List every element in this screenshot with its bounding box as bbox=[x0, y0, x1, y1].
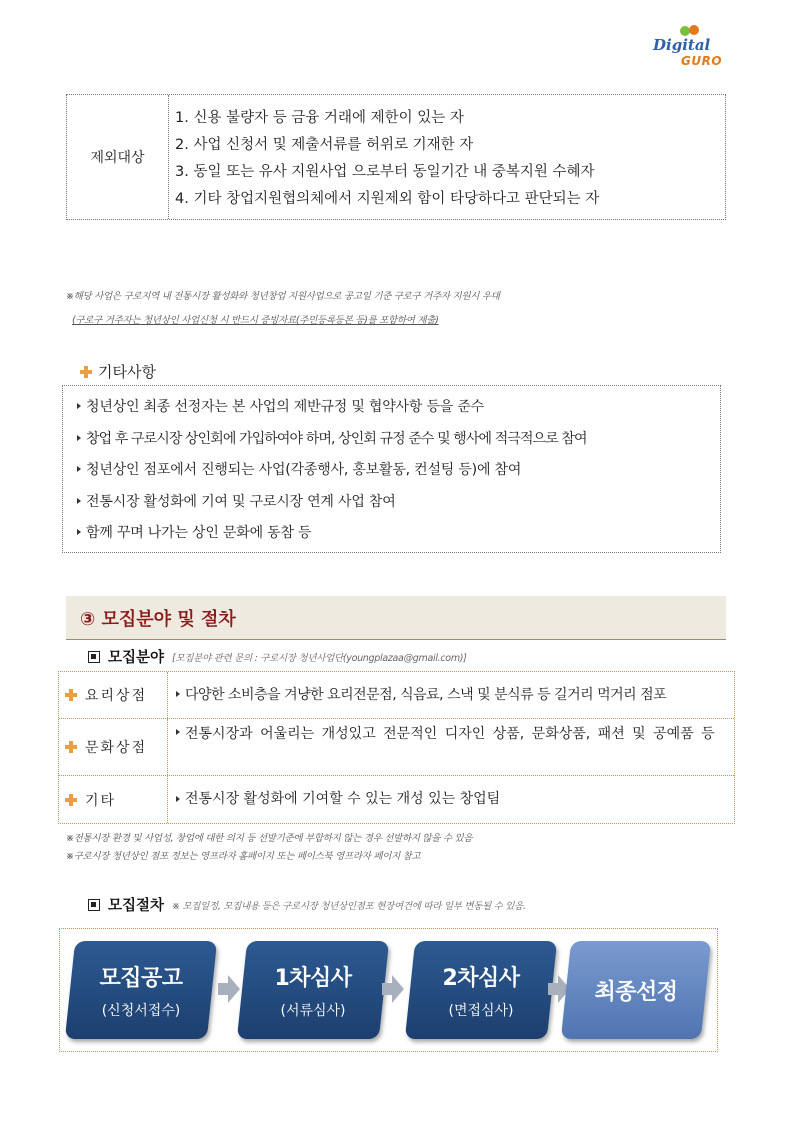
triangle-bullet-icon bbox=[77, 403, 81, 409]
process-step bbox=[405, 941, 557, 1039]
field-name-cell: 요리상점 bbox=[59, 672, 168, 718]
fields-table bbox=[58, 671, 735, 824]
etc-section-title bbox=[80, 361, 156, 382]
triangle-bullet-icon bbox=[77, 529, 81, 535]
exclusion-header: 제외대상 bbox=[67, 95, 169, 219]
process-label: 모집절차 bbox=[108, 898, 165, 914]
fields-subtitle bbox=[88, 646, 467, 667]
table-row bbox=[59, 672, 734, 719]
section-3-title: ③ 모집분야 및 절차 bbox=[80, 608, 236, 630]
square-bullet-icon bbox=[88, 899, 100, 911]
cross-bullet-icon bbox=[65, 741, 77, 753]
etc-item: 청년상인 최종 선정자는 본 사업의 제반규정 및 협약사항 등을 준수 bbox=[77, 392, 720, 424]
etc-item: 창업 후 구로시장 상인회에 가입하여야 하며, 상인회 규정 준수 및 행사에 적극적으로 참여 bbox=[77, 424, 720, 456]
selection-note: ※전통시장 환경 및 사업성, 창업에 대한 의지 등 선발기준에 부합하지 않는 경우 선발하지 않을 수 있음 bbox=[66, 833, 473, 844]
field-desc-cell: 전통시장과 어울리는 개성있고 전문적인 디자인 상품, 문화상품, 패션 및 공예품 등 bbox=[168, 719, 734, 775]
square-bullet-icon bbox=[88, 651, 100, 663]
section-3-heading bbox=[66, 596, 726, 640]
table-row bbox=[59, 776, 734, 823]
exclusion-list bbox=[169, 95, 725, 219]
triangle-bullet-icon bbox=[176, 729, 180, 735]
field-name-cell: 문화상점 bbox=[59, 719, 168, 775]
arrow-right-icon bbox=[218, 975, 240, 1003]
exclusion-item: 4. 기타 창업지원협의체에서 지원제외 함이 타당하다고 판단되는 자 bbox=[175, 191, 600, 207]
arrow-right-icon bbox=[382, 975, 404, 1003]
etc-item: 전통시장 활성화에 기여 및 구로시장 연계 사업 참여 bbox=[77, 487, 720, 519]
triangle-bullet-icon bbox=[77, 466, 81, 472]
step-title: 모집공고 bbox=[99, 965, 183, 991]
digital-guro-logo bbox=[651, 24, 731, 74]
fields-hint: [모집분야 관련 문의 : 구로시장 청년사업단(youngplazaa@gmail.com)] bbox=[172, 652, 467, 664]
etc-title-text: 기타사항 bbox=[98, 363, 156, 381]
etc-box bbox=[62, 385, 721, 553]
step-subtitle: (면접심사) bbox=[448, 1002, 514, 1019]
triangle-bullet-icon bbox=[176, 691, 180, 697]
cross-bullet-icon bbox=[65, 689, 77, 701]
process-subtitle bbox=[88, 894, 526, 915]
triangle-bullet-icon bbox=[176, 796, 180, 802]
step-subtitle: (신청서접수) bbox=[101, 1002, 181, 1019]
exclusion-table bbox=[66, 94, 726, 220]
process-flow bbox=[59, 928, 718, 1052]
triangle-bullet-icon bbox=[77, 498, 81, 504]
field-desc-cell: 전통시장 활성화에 기여할 수 있는 개성 있는 창업팀 bbox=[168, 776, 734, 823]
field-name-cell: 기타 bbox=[59, 776, 168, 823]
etc-item: 함께 꾸며 나가는 상인 문화에 동참 등 bbox=[77, 518, 720, 550]
field-desc-cell: 다양한 소비층을 겨냥한 요리전문점, 식음료, 스낵 및 분식류 등 길거리 먹거리 점포 bbox=[168, 672, 734, 718]
cross-bullet-icon bbox=[65, 794, 77, 806]
exclusion-item: 1. 신용 불량자 등 금융 거래에 제한이 있는 자 bbox=[175, 110, 464, 126]
process-step bbox=[65, 941, 217, 1039]
fields-label: 모집분야 bbox=[108, 650, 165, 666]
process-step-final bbox=[561, 941, 711, 1039]
residency-note: ※해당 사업은 구로지역 내 전통시장 활성화와 청년창업 지원사업으로 공고일 기준 구로구 거주자 지원시 우대 bbox=[66, 291, 500, 302]
exclusion-item: 3. 동일 또는 유사 지원사업 으로부터 동일기간 내 중복지원 수혜자 bbox=[175, 164, 595, 180]
process-step bbox=[237, 941, 389, 1039]
info-note: ※구로시장 청년상인 점포 정보는 영프라자 홈페이지 또는 페이스북 영프라자 페이지 참고 bbox=[66, 851, 421, 862]
triangle-bullet-icon bbox=[77, 435, 81, 441]
logo-word-digital: Digital bbox=[653, 36, 711, 54]
step-title: 최종선정 bbox=[594, 979, 678, 1005]
logo-word-guro: GURO bbox=[681, 54, 723, 68]
etc-item: 청년상인 점포에서 진행되는 사업(각종행사, 홍보활동, 컨설팅 등)에 참여 bbox=[77, 455, 720, 487]
exclusion-item: 2. 사업 신청서 및 제출서류를 허위로 기재한 자 bbox=[175, 137, 474, 153]
step-title: 2차심사 bbox=[442, 965, 520, 991]
step-title: 1차심사 bbox=[274, 965, 352, 991]
cross-bullet-icon bbox=[80, 366, 92, 378]
step-subtitle: (서류심사) bbox=[280, 1002, 346, 1019]
residency-note-detail: (구로구 거주자는 청년상인 사업신청 시 반드시 증빙자료(주민등록등본 등)를 포함하여 제출) bbox=[72, 315, 439, 326]
process-hint: ※ 모집일정, 모집내용 등은 구로시장 청년상인점포 현장여건에 따라 일부 변동될 수 있음. bbox=[172, 900, 526, 912]
table-row bbox=[59, 719, 734, 776]
